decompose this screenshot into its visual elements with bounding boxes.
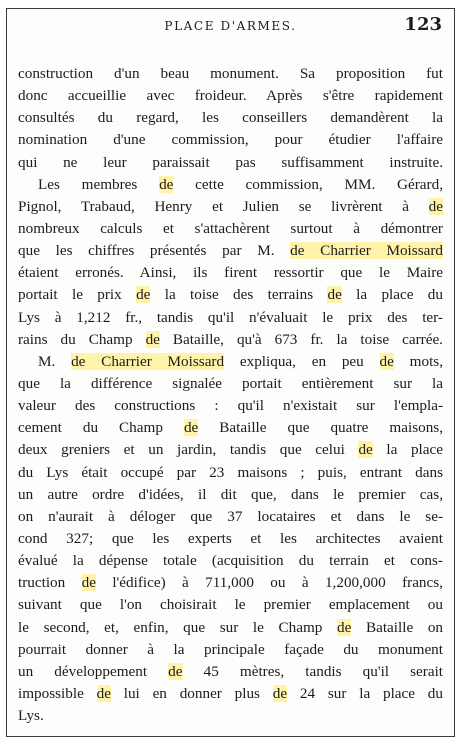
text-segment: un développement bbox=[18, 662, 169, 680]
text-segment: du Lys était occupé par 23 maisons ; puis, entrant dans bbox=[18, 463, 443, 481]
text-segment: la place du bbox=[341, 286, 443, 304]
text-segment: construction d'un beau monument. Sa proposition fut bbox=[18, 65, 443, 82]
text-line bbox=[18, 705, 443, 727]
text-line bbox=[18, 218, 443, 240]
text-segment: portait le prix bbox=[18, 286, 137, 304]
text-line bbox=[18, 63, 443, 85]
text-segment: l'édifice) à 711,000 ou à 1,200,000 francs, bbox=[95, 574, 443, 592]
running-head-title: PLACE D'ARMES. bbox=[164, 19, 297, 33]
text-line bbox=[18, 85, 443, 107]
text-segment: la place bbox=[372, 441, 444, 459]
text-segment: impossible bbox=[18, 684, 97, 702]
highlighted-term: de bbox=[81, 574, 96, 592]
highlighted-term: de bbox=[358, 441, 373, 459]
text-line bbox=[18, 594, 443, 616]
text-line bbox=[18, 528, 443, 550]
text-segment: M. bbox=[38, 352, 72, 370]
text-segment: 24 sur la place du bbox=[287, 684, 443, 702]
text-line bbox=[18, 484, 443, 506]
text-segment: donc accueillie avec froideur. Après s'être rapidement bbox=[18, 87, 443, 105]
text-segment: cement du Champ bbox=[18, 419, 184, 437]
text-line bbox=[18, 373, 443, 395]
text-line bbox=[18, 417, 443, 439]
highlighted-term: de bbox=[183, 419, 199, 437]
text-line bbox=[18, 196, 443, 218]
text-segment: rains du Champ bbox=[18, 330, 146, 348]
text-segment: que les chiffres présentés par M. bbox=[18, 242, 291, 260]
text-line bbox=[18, 329, 443, 351]
text-line bbox=[18, 351, 443, 373]
text-segment: consultés du regard, les conseillers demandèrent la bbox=[18, 109, 443, 127]
text-segment: cette commission, MM. Gérard, bbox=[173, 175, 443, 193]
text-segment: Pignol, Trabaud, Henry et Julien se livrèrent à bbox=[18, 197, 429, 215]
text-segment: Les membres bbox=[38, 175, 160, 193]
text-segment: mots, bbox=[393, 352, 443, 370]
highlighted-term: de bbox=[379, 352, 394, 370]
text-segment: Lys à 1,212 fr., tandis qu'il n'évaluait le prix des ter- bbox=[18, 308, 443, 326]
highlighted-term: de bbox=[159, 175, 174, 193]
text-line bbox=[18, 639, 443, 661]
page-number: 123 bbox=[404, 14, 442, 35]
text-segment: 45 mètres, tandis qu'il serait bbox=[182, 662, 444, 680]
text-line bbox=[18, 152, 443, 174]
text-segment: un autre ordre d'idées, il dit que, dans le premier cas, bbox=[18, 485, 443, 503]
text-line bbox=[18, 107, 443, 129]
text-segment: expliqua, en peu bbox=[224, 352, 380, 370]
text-line bbox=[18, 262, 443, 284]
text-line bbox=[18, 617, 443, 639]
text-segment: Bataille, qu'à 673 fr. la toise carrée. bbox=[159, 330, 443, 348]
text-segment: cond 327; que les experts et les architectes avaient bbox=[18, 529, 443, 547]
text-segment: la toise des terrains bbox=[150, 286, 328, 304]
text-line bbox=[18, 307, 443, 329]
text-segment: on n'aurait à déloger que 37 locataires et dans le se- bbox=[18, 507, 443, 525]
highlighted-term: de Charrier Moissard bbox=[290, 242, 443, 260]
highlighted-term: de bbox=[96, 684, 111, 702]
text-segment: truction bbox=[18, 574, 82, 592]
text-segment: deux greniers et un jardin, tandis que celui bbox=[18, 441, 359, 459]
text-line bbox=[18, 550, 443, 572]
highlighted-term: de bbox=[337, 618, 352, 636]
text-line bbox=[18, 439, 443, 461]
text-segment: que la différence signalée portait entièrement sur la bbox=[18, 374, 443, 392]
text-line bbox=[18, 284, 443, 306]
text-line bbox=[18, 661, 443, 683]
highlighted-term: de Charrier Moissard bbox=[71, 352, 225, 370]
highlighted-term: de bbox=[428, 197, 443, 215]
text-segment: qui ne leur paraissait pas suffisamment instruite. bbox=[18, 153, 443, 171]
highlighted-term: de bbox=[272, 684, 288, 702]
text-line bbox=[18, 462, 443, 484]
text-line bbox=[18, 572, 443, 594]
highlighted-term: de bbox=[168, 662, 183, 680]
text-segment: le second, et, enfin, que sur le Champ bbox=[18, 618, 337, 636]
running-header bbox=[7, 13, 454, 35]
text-line bbox=[18, 240, 443, 262]
text-segment: Bataille que quatre maisons, bbox=[198, 419, 443, 437]
text-line bbox=[18, 506, 443, 528]
text-segment: pourrait donner à la principale façade du monument bbox=[18, 640, 443, 658]
text-line bbox=[18, 174, 443, 196]
text-segment: Bataille on bbox=[351, 618, 444, 636]
highlighted-term: de bbox=[327, 286, 342, 304]
body-text bbox=[18, 63, 443, 727]
text-line bbox=[18, 129, 443, 151]
book-page bbox=[6, 8, 455, 737]
text-segment: nombreux calculs et s'attachèrent surtout à démontrer bbox=[18, 219, 443, 237]
text-segment: suivant que l'on choisirait le premier emplacement ou bbox=[18, 596, 443, 614]
highlighted-term: de bbox=[136, 286, 151, 304]
text-segment: étaient erronés. Ainsi, ils firent ressortir que le Maire bbox=[18, 264, 443, 282]
text-segment: valeur des constructions : qu'il n'existait sur l'empla- bbox=[18, 397, 443, 415]
text-line bbox=[18, 683, 443, 705]
text-line bbox=[18, 395, 443, 417]
text-segment: Lys. bbox=[18, 707, 44, 725]
highlighted-term: de bbox=[145, 330, 160, 348]
text-segment: lui en donner plus bbox=[110, 684, 273, 702]
text-segment: évalué la dépense totale (acquisition du terrain et cons- bbox=[18, 552, 443, 570]
text-segment: nomination d'une commission, pour étudier l'affaire bbox=[18, 131, 443, 149]
